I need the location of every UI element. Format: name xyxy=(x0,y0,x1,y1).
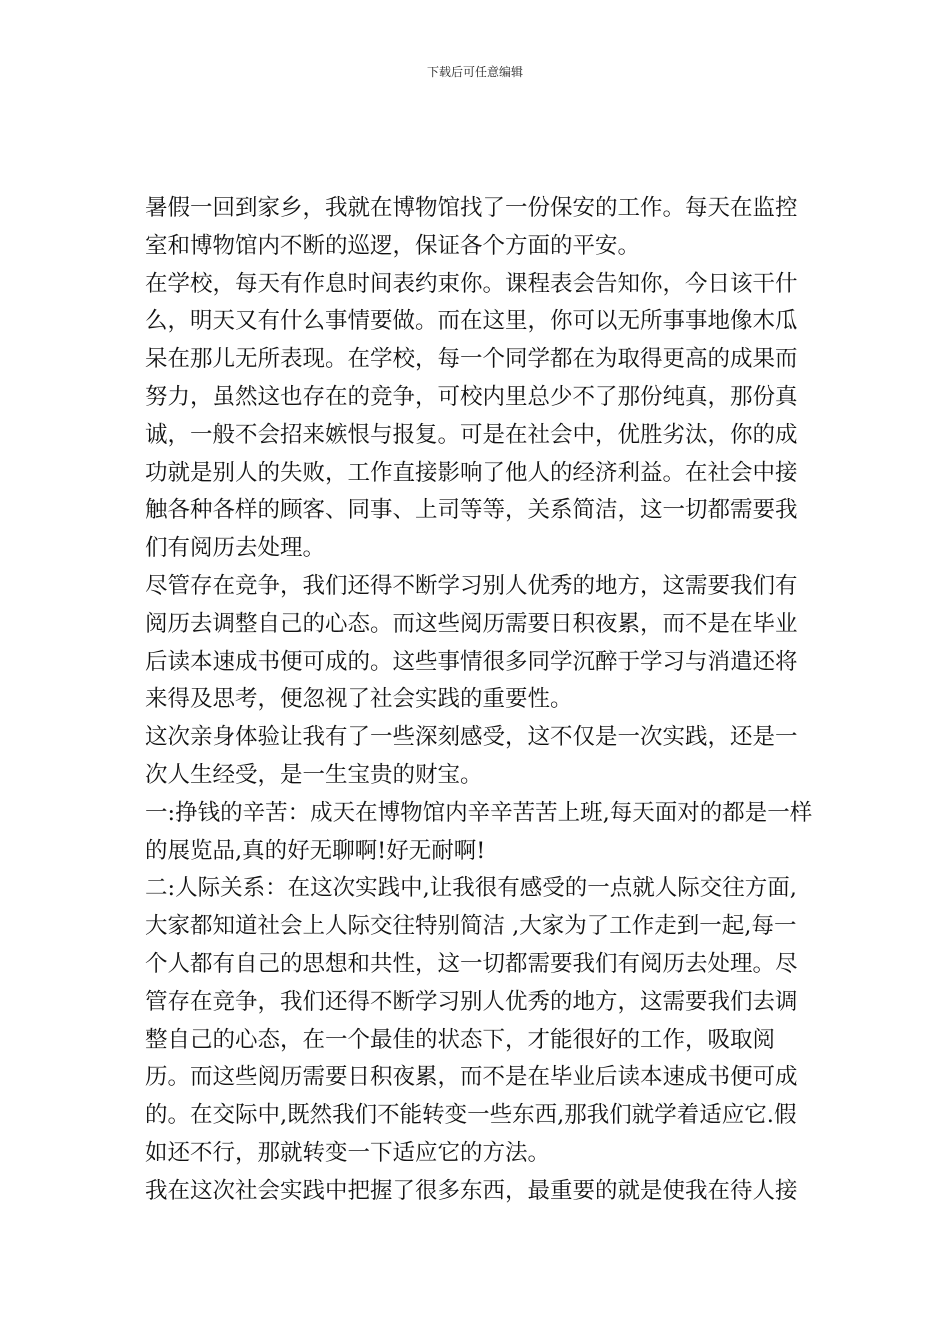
paragraph-7: 我在这次社会实践中把握了很多东西，最重要的就是使我在待人接 xyxy=(145,1177,798,1204)
paragraph-3: 尽管存在竞争，我们还得不断学习别人优秀的地方，这需要我们有阅历去调整自己的心态。而这些阅历需要日积夜累，而不是在毕业后读本速成书便可成的。这些事情很多同学沉醉于学习与消遣还将来得及思考，便忽视了社会实践的重要性。 xyxy=(145,572,798,713)
paragraph-2: 在学校，每天有作息时间表约束你。课程表会告知你，今日该干什么，明天又有什么事情要做。而在这里，你可以无所事事地像木瓜呆在那儿无所表现。在学校，每一个同学都在为取得更高的成果而努力，虽然这也存在的竞争，可校内里总少不了那份纯真，那份真诚，一般不会招来嫉恨与报复。可是在社会中，优胜劣汰，你的成功就是别人的失败，工作直接影响了他人的经济利益。在社会中接触各种各样的顾客、同事、上司等等，关系简洁，这一切都需要我们有阅历去处理。 xyxy=(145,270,798,562)
page-header: 下载后可任意编辑 xyxy=(426,65,523,79)
paragraph-6: 二:人际关系：在这次实践中,让我很有感受的一点就人际交往方面,大家都知道社会上人际交往特别简洁 ,大家为了工作走到一起,每一个人都有自己的思想和共性，这一切都需要我们有阅历去处理。尽管存在竞争，我们还得不断学习别人优秀的地方，这需要我们去调整自己的心态，在一个最佳的状态下，才能很好的工作，吸取阅历。而这些阅历需要日积夜累，而不是在毕业后读本速成书便可成的。在交际中,既然我们不能转变一些东西,那我们就学着适应它.假如还不行，那就转变一下适应它的方法。 xyxy=(145,875,798,1166)
paragraph-1: 暑假一回到家乡，我就在博物馆找了一份保安的工作。每天在监控室和博物馆内不断的巡逻，保证各个方面的平安。 xyxy=(145,195,798,259)
paragraph-5: 一:挣钱的辛苦：成天在博物馆内辛辛苦苦上班,每天面对的都是一样的展览品,真的好无聊啊!好无耐啊! xyxy=(145,799,813,864)
document-body xyxy=(145,190,815,1211)
paragraph-4: 这次亲身体验让我有了一些深刻感受，这不仅是一次实践，还是一次人生经受，是一生宝贵的财宝。 xyxy=(145,724,798,788)
